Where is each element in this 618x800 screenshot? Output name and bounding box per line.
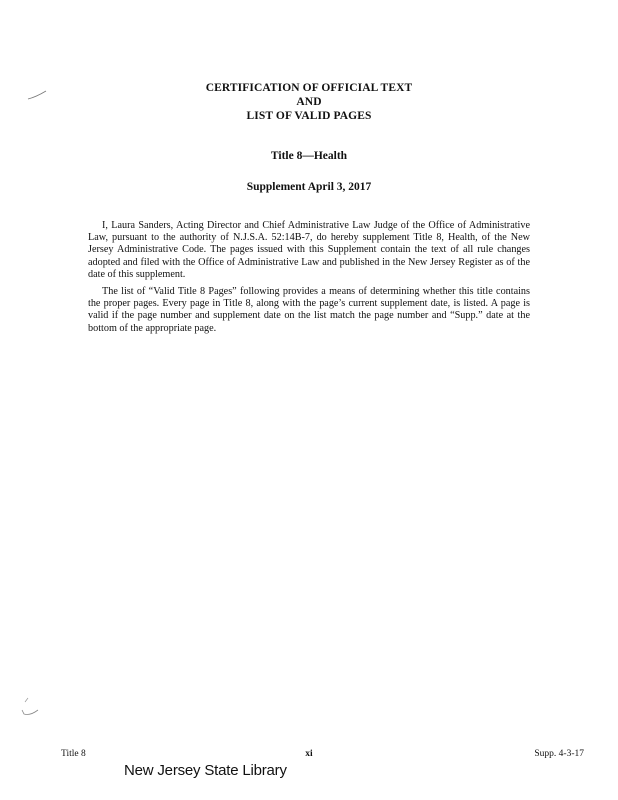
footer-page-number: xi [305,749,313,759]
footer-title: Title 8 [61,749,86,759]
heading-line-3: LIST OF VALID PAGES [246,110,372,122]
library-stamp: New Jersey State Library [124,762,287,779]
pen-mark-bottom-left [16,696,46,724]
paragraph-certification: I, Laura Sanders, Acting Director and Chief Administrative Law Judge of the Office of Administrative Law, pursuant to the authority of N.J.S.A. 52:14B-7, do hereby supplement Title 8, Health, of the New Jersey Administrative Code. The pages issued with this Supplement contain the text of all rule changes adopted and filed with the Office of Administrative Law and published in the New Jersey Register as of the date of this supplement. [88,220,530,280]
supplement-date: Supplement April 3, 2017 [246,181,372,193]
heading-line-2: AND [296,96,322,108]
heading-line-1: CERTIFICATION OF OFFICIAL TEXT [205,82,413,94]
footer-supp-date: Supp. 4-3-17 [534,749,584,759]
title-name: Title 8—Health [270,150,348,162]
paragraph-valid-pages: The list of “Valid Title 8 Pages” following provides a means of determining whether this title contains the proper pages. Every page in Title 8, along with the page’s current supplement date, is listed. A page is valid if the page number and supplement date on the list match the page number and “Supp.” date at the bottom of the appropriate page. [88,286,530,334]
